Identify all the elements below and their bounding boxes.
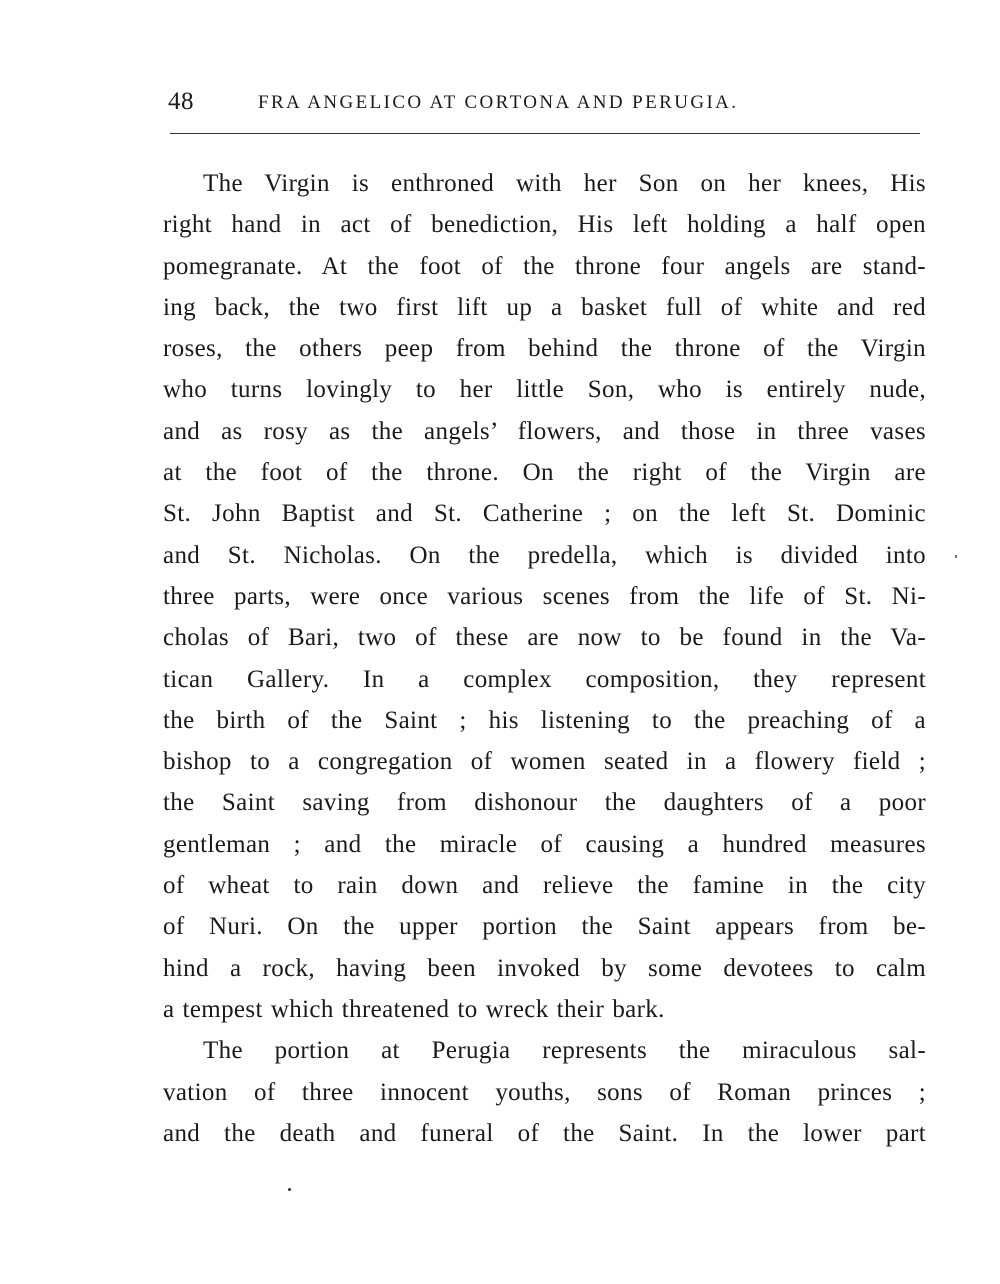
scan-speck bbox=[955, 555, 957, 558]
body-text bbox=[163, 163, 926, 1154]
text-line: pomegranate. At the foot of the throne four angels are stand- bbox=[163, 252, 926, 280]
text-line: and the death and funeral of the Saint. In the lower part bbox=[163, 1119, 926, 1147]
running-head bbox=[168, 88, 928, 120]
text-line: right hand in act of benediction, His left holding a half open bbox=[163, 211, 926, 239]
text-line: of wheat to rain down and relieve the famine in the city bbox=[163, 872, 926, 900]
paragraph-1 bbox=[163, 163, 926, 1030]
text-line: who turns lovingly to her little Son, who is entirely nude, bbox=[163, 376, 926, 404]
text-line: hind a rock, having been invoked by some devotees to calm bbox=[163, 954, 926, 982]
page-number: 48 bbox=[168, 88, 194, 115]
text-line: and St. Nicholas. On the predella, which is divided into bbox=[163, 541, 926, 569]
scan-dot bbox=[288, 1188, 291, 1191]
text-line: and as rosy as the angels’ flowers, and those in three vases bbox=[163, 417, 926, 445]
paragraph-2 bbox=[163, 1030, 926, 1154]
text-line: the Saint saving from dishonour the daughters of a poor bbox=[163, 789, 926, 817]
header-rule bbox=[170, 133, 920, 134]
text-line: roses, the others peep from behind the throne of the Virgin bbox=[163, 335, 926, 363]
text-line: the birth of the Saint ; his listening to the preaching of a bbox=[163, 706, 926, 734]
text-line: ing back, the two first lift up a basket full of white and red bbox=[163, 293, 926, 321]
text-line: The Virgin is enthroned with her Son on her knees, His bbox=[203, 170, 926, 197]
text-line: St. John Baptist and St. Catherine ; on the left St. Dominic bbox=[163, 500, 926, 528]
text-line: vation of three innocent youths, sons of Roman princes ; bbox=[163, 1078, 926, 1106]
text-line: three parts, were once various scenes from the life of St. Ni- bbox=[163, 582, 926, 610]
text-line: bishop to a congregation of women seated in a flowery field ; bbox=[163, 748, 926, 776]
text-line: tican Gallery. In a complex composition, they represent bbox=[163, 665, 926, 693]
running-title: FRA ANGELICO AT CORTONA AND PERUGIA. bbox=[258, 92, 739, 113]
text-line: a tempest which threatened to wreck their bark. bbox=[163, 995, 665, 1023]
text-line: gentleman ; and the miracle of causing a hundred measures bbox=[163, 830, 926, 858]
text-line: at the foot of the throne. On the right of the Virgin are bbox=[163, 459, 926, 487]
text-line: The portion at Perugia represents the miraculous sal- bbox=[203, 1037, 926, 1065]
text-line: of Nuri. On the upper portion the Saint appears from be- bbox=[163, 913, 926, 941]
text-line: cholas of Bari, two of these are now to be found in the Va- bbox=[163, 624, 926, 652]
